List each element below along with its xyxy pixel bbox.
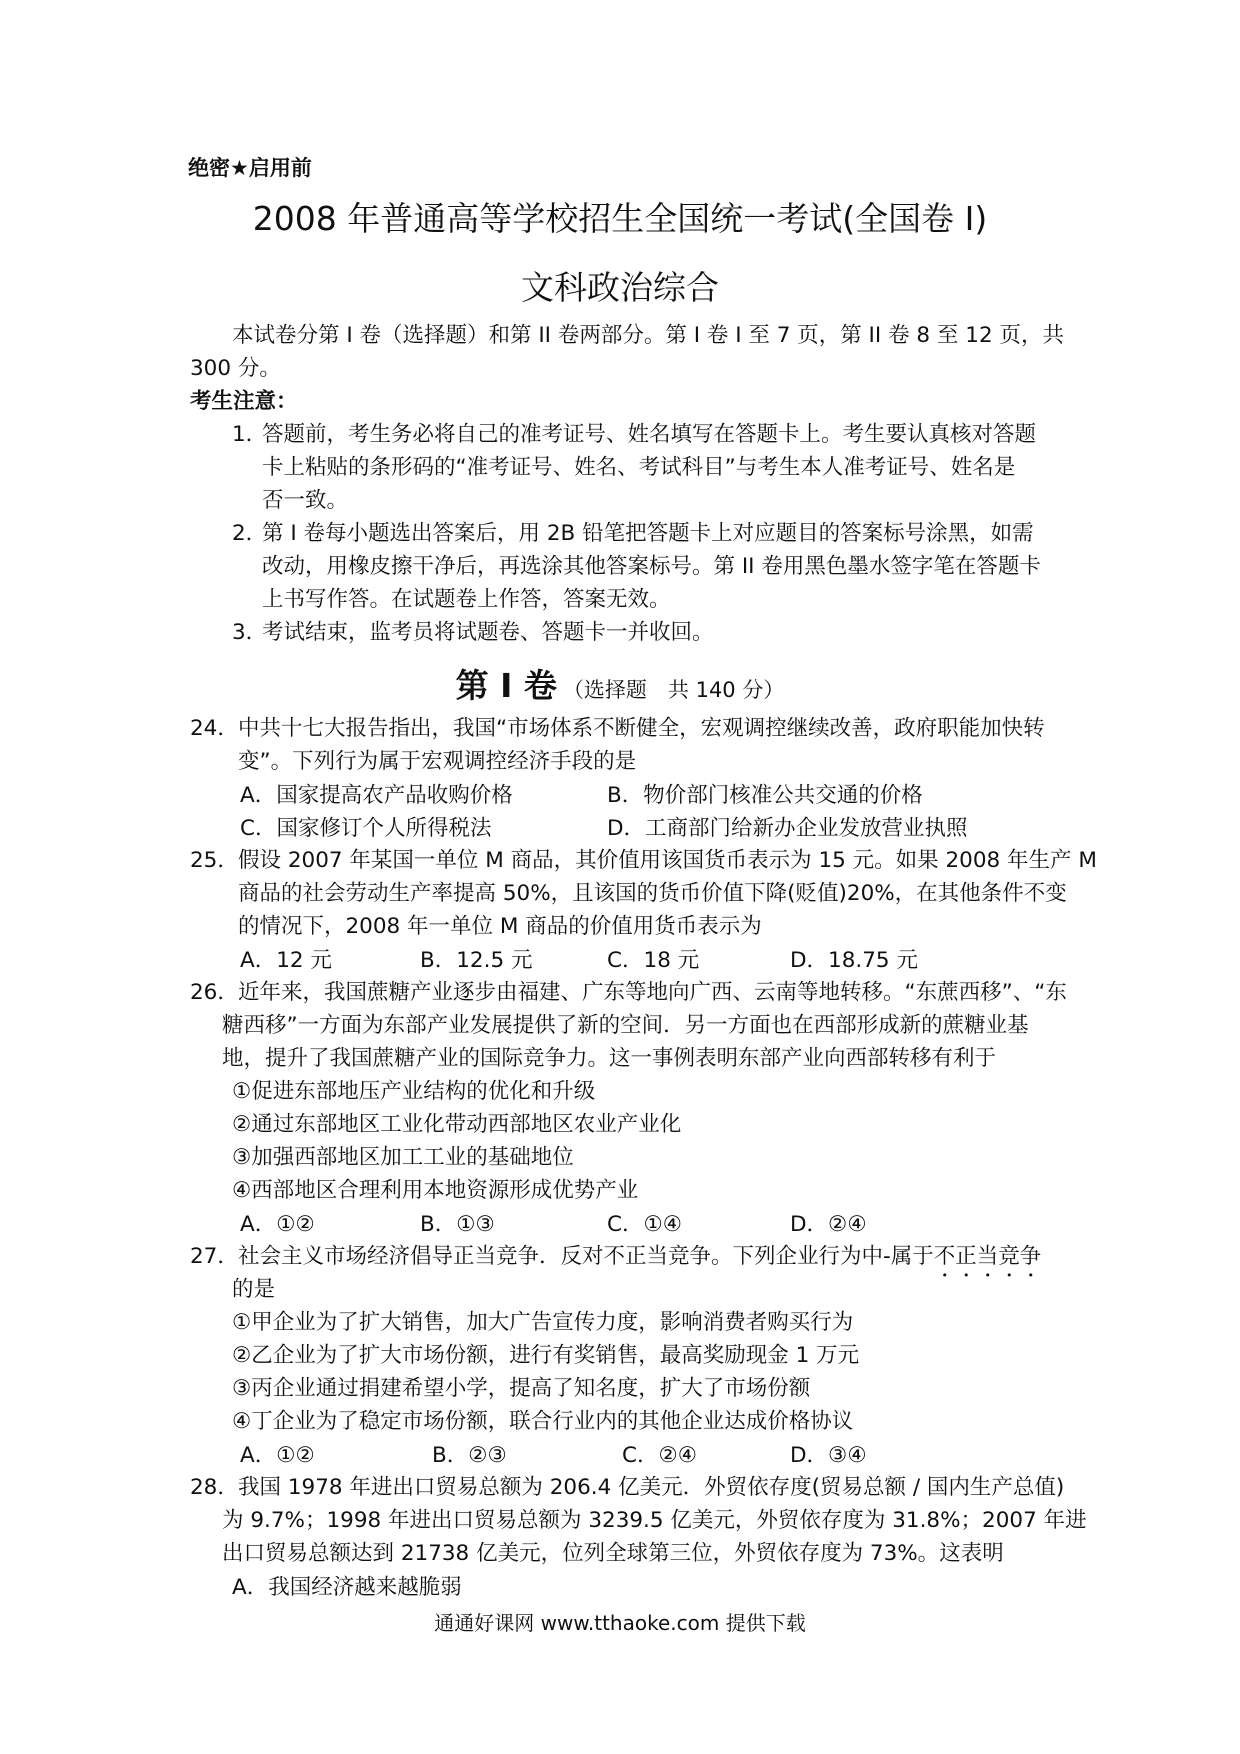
notice-item-2-line-3: 上书写作答。在试题卷上作答，答案无效。 [262, 587, 671, 612]
notice-text: 考试结束，监考员将试题卷、答题卡一并收回。 [262, 620, 714, 645]
question-25-line-2: 商品的社会劳动生产率提高 50%，且该国的货币价值下降(贬值)20%，在其他条件不变 [238, 881, 1067, 906]
notice-text: 第 I 卷每小题选出答案后，用 2B 铅笔把答题卡上对应题目的答案标号涂黑，如需 [262, 521, 1034, 546]
option-c: C．国家修订个人所得税法 [240, 816, 492, 841]
section-heading [0, 660, 1240, 707]
question-27-line-2: 的是 [232, 1277, 276, 1302]
option-d: D．18.75 元 [790, 948, 918, 973]
notice-number: 2． [232, 521, 268, 546]
question-number: 27． [190, 1244, 239, 1269]
question-text: 我国 1978 年进出口贸易总额为 206.4 亿美元．外贸依存度(贸易总额 / 国内生产总值) [238, 1475, 1065, 1500]
notice-item-1-line-2: 卡上粘贴的条形码的“准考证号、姓名、考试科目”与考生本人准考证号、姓名是 [262, 455, 1016, 480]
question-26-line-3: 地，提升了我国蔗糖产业的国际竞争力。这一事例表明东部产业向西部转移有利于 [222, 1046, 997, 1071]
confidential-label: 绝密★启用前 [188, 156, 312, 180]
exam-title: 2008 年普通高等学校招生全国统一考试(全国卷 I) [252, 199, 988, 238]
question-number: 28． [190, 1475, 239, 1500]
question-28-line-2: 为 9.7%；1998 年进出口贸易总额为 3239.5 亿美元，外贸依存度为 31.8%；2007 年进 [222, 1508, 1087, 1533]
option-c: C．②④ [622, 1443, 698, 1468]
option-c: C．18 元 [607, 948, 700, 973]
question-text: 中共十七大报告指出，我国“市场体系不断健全，宏观调控继续改善，政府职能加快转 [238, 716, 1045, 741]
statement-4: ④西部地区合理利用本地资源形成优势产业 [232, 1178, 639, 1203]
intro-line-1: 本试卷分第 I 卷（选择题）和第 II 卷两部分。第 I 卷 I 至 7 页，第 II 卷 8 至 12 页，共 [232, 323, 1064, 348]
question-25-line-3: 的情况下，2008 年一单位 M 商品的价值用货币表示为 [238, 914, 762, 939]
notice-number: 3． [232, 620, 268, 645]
question-number: 25． [190, 848, 239, 873]
option-d: D．③④ [790, 1443, 867, 1468]
statement-3: ③丙企业通过捐建希望小学，提高了知名度，扩大了市场份额 [232, 1376, 811, 1401]
statement-3: ③加强西部地区加工工业的基础地位 [232, 1145, 574, 1170]
question-text: 近年来，我国蔗糖产业逐步由福建、广东等地向广西、云南等地转移。“东蔗西移”、“东 [238, 980, 1067, 1005]
notice-item-2-line-2: 改动，用橡皮擦干净后，再选涂其他答案标号。第 II 卷用黑色墨水签字笔在答题卡 [262, 554, 1041, 579]
notice-item-1 [232, 418, 1036, 451]
section-note: （选择题 共 140 分） [562, 678, 785, 702]
notice-item-1-line-3: 否一致。 [262, 488, 349, 513]
option-a: A．我国经济越来越脆弱 [232, 1575, 462, 1600]
section-title: 第 I 卷 [455, 666, 557, 705]
option-d: D．工商部门给新办企业发放营业执照 [607, 816, 968, 841]
option-d: D．②④ [790, 1212, 867, 1237]
statement-2: ②通过东部地区工业化带动西部地区农业产业化 [232, 1112, 682, 1137]
option-b: B．12.5 元 [420, 948, 533, 973]
question-number: 24． [190, 716, 239, 741]
question-24 [190, 712, 1045, 745]
statement-4: ④丁企业为了稳定市场份额，联合行业内的其他企业达成价格协议 [232, 1409, 854, 1434]
question-27 [190, 1240, 1041, 1282]
option-b: B．①③ [420, 1212, 495, 1237]
exam-subtitle: 文科政治综合 [521, 268, 719, 307]
statement-1: ①促进东部地压产业结构的优化和升级 [232, 1079, 596, 1104]
question-28-line-3: 出口贸易总额达到 21738 亿美元，位列全球第三位，外贸依存度为 73%。这表明 [222, 1541, 1004, 1566]
option-a: A．①② [240, 1212, 315, 1237]
question-text: 假设 2007 年某国一单位 M 商品，其价值用该国货币表示为 15 元。如果 2008 年生产 M [238, 848, 1097, 873]
notice-text: 答题前，考生务必将自己的准考证号、姓名填写在答题卡上。考生要认真核对答题 [262, 422, 1037, 447]
page-footer: 通通好课网 www.tthaoke.com 提供下载 [434, 1611, 806, 1635]
question-26-line-2: 糖西移”一方面为东部产业发展提供了新的空间．另一方面也在西部形成新的蔗糖业基 [222, 1013, 1029, 1038]
question-26 [190, 976, 1067, 1009]
notice-item-3 [232, 616, 714, 649]
notice-heading: 考生注意： [190, 389, 298, 414]
option-a: A．国家提高农产品收购价格 [240, 783, 513, 808]
notice-number: 1． [232, 422, 268, 447]
statement-2: ②乙企业为了扩大市场份额，进行有奖销售，最高奖励现金 1 万元 [232, 1343, 860, 1368]
question-number: 26． [190, 980, 239, 1005]
option-a: A．12 元 [240, 948, 332, 973]
emphasized-text: 不正当竞争 [933, 1244, 1042, 1269]
question-text: 社会主义市场经济倡导正当竞争．反对不正当竞争。下列企业行为中-属于 [238, 1244, 934, 1269]
option-a: A．①② [240, 1443, 315, 1468]
question-28 [190, 1471, 1064, 1504]
option-c: C．①④ [607, 1212, 683, 1237]
question-25 [190, 844, 1097, 877]
statement-1: ①甲企业为了扩大销售，加大广告宣传力度，影响消费者购买行为 [232, 1310, 854, 1335]
notice-item-2 [232, 517, 1034, 550]
option-b: B．物价部门核准公共交通的价格 [607, 783, 923, 808]
intro-line-2: 300 分。 [190, 356, 281, 381]
question-24-line-2: 变”。下列行为属于宏观调控经济手段的是 [238, 749, 637, 774]
option-b: B．②③ [432, 1443, 507, 1468]
